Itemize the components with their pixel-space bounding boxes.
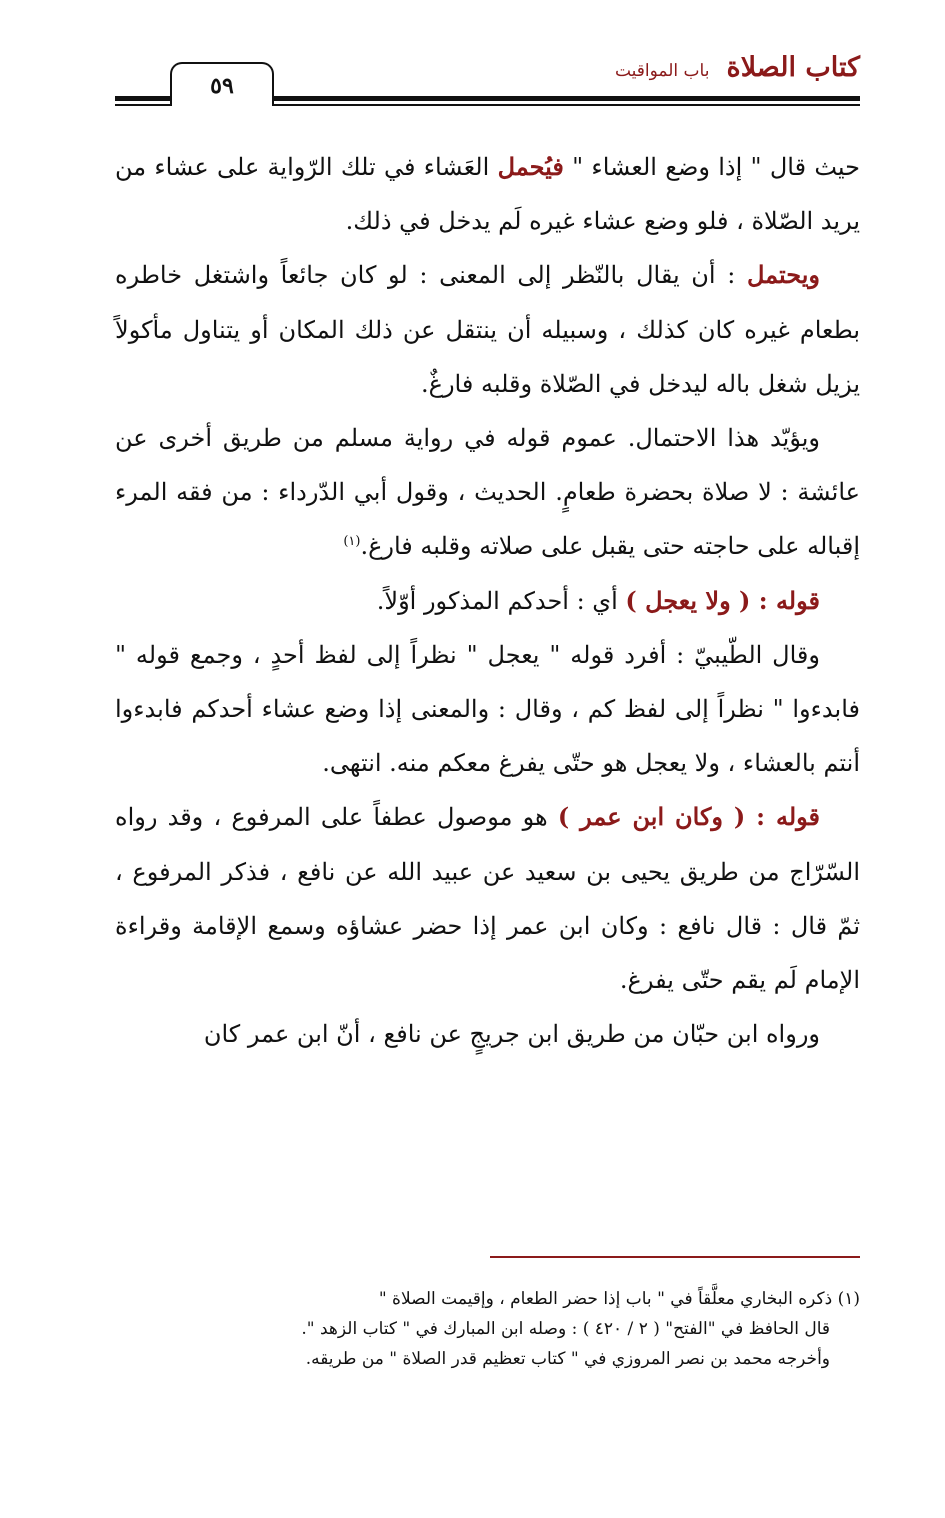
paragraph-1 xyxy=(115,140,860,248)
paragraph-7 xyxy=(115,1007,860,1061)
footnotes xyxy=(115,1284,860,1374)
paragraph-5-text: وقال الطّيبيّ : أفرد قوله " يعجل " نظراً إلى لفظ أحدٍ ، وجمع قوله " فابدءوا " نظراً إلى لفظ كم ، وقال : والمعنى إذا وضع عشاء أحدكم فابدءوا أنتم بالعشاء ، ولا يعجل هو حتّى يفرغ معكم منه. انتهى. xyxy=(115,640,860,778)
footnote-ref-1[interactable]: (١) xyxy=(343,534,361,550)
main-text xyxy=(115,140,860,1061)
paragraph-4 xyxy=(115,574,860,628)
running-head xyxy=(615,52,860,83)
footnote-1-line-2: قال الحافظ في "الفتح" ( ٢ / ٤٢٠ ) : وصله ابن المبارك في " كتاب الزهد ". xyxy=(301,1319,830,1339)
paragraph-1-highlight: فيُحمل xyxy=(497,152,564,181)
paragraph-1-text: حيث قال " إذا وضع العشاء " فيُحمل العَشاء في تلك الرّواية على عشاء من يريد الصّلاة ، فلو وضع عشاء غيره لَم يدخل في ذلك. xyxy=(115,152,861,236)
footnote-1-line-1: (١) ذكره البخاري معلَّقاً في " باب إذا حضر الطعام ، وإقيمت الصلاة " xyxy=(378,1289,860,1309)
paragraph-6 xyxy=(115,790,860,1007)
paragraph-5 xyxy=(115,628,860,791)
book-title: كتاب الصلاة xyxy=(726,52,860,83)
paragraph-3-text: ويؤيّد هذا الاحتمال. عموم قوله في رواية مسلم من طريق أخرى عن عائشة : لا صلاة بحضرة طعامٍ. الحديث ، وقول أبي الدّرداء : من فقه المرء إقباله على حاجته حتى يقبل على صلاته وقلبه فارغ. xyxy=(115,424,860,561)
paragraph-6-lead: قوله : ( وكان ابن عمر ) xyxy=(557,802,821,832)
paragraph-2-text: : أن يقال بالنّظر إلى المعنى : لو كان جائعاً واشتغل خاطره بطعام غيره كان كذلك ، وسبيله أن ينتقل عن ذلك المكان أو يتناول مأكولاً يزيل شغل باله ليدخل في الصّلاة وقلبه فارغٌ. xyxy=(115,261,860,398)
paragraph-7-text: ورواه ابن حبّان من طريق ابن جريجٍ عن نافع ، أنّ ابن عمر كان xyxy=(203,1020,820,1049)
page-number: ٥٩ xyxy=(170,62,274,106)
paragraph-2-lead: ويحتمل xyxy=(746,260,820,290)
paragraph-6-text: هو موصول عطفاً على المرفوع ، وقد رواه السّرّاج من طريق يحيى بن سعيد عن عبيد الله عن نافع ، فذكر المرفوع ، ثمّ قال : قال نافع : وكان ابن عمر إذا حضر عشاؤه وسمع الإقامة وقراءة الإمام لَم يقم حتّى يفرغ. xyxy=(115,803,860,995)
footnote-separator xyxy=(490,1256,860,1258)
paragraph-2 xyxy=(115,248,860,411)
paragraph-4-text: أي : أحدكم المذكور أوّلاً. xyxy=(376,586,626,615)
paragraph-3 xyxy=(115,411,860,574)
page-header xyxy=(115,52,860,112)
paragraph-4-lead: قوله : ( ولا يعجل ) xyxy=(625,585,820,615)
footnote-1-line-3: وأخرجه محمد بن نصر المروزي في " كتاب تعظيم قدر الصلاة " من طريقه. xyxy=(305,1349,830,1369)
chapter-title: باب المواقيت xyxy=(614,61,710,81)
